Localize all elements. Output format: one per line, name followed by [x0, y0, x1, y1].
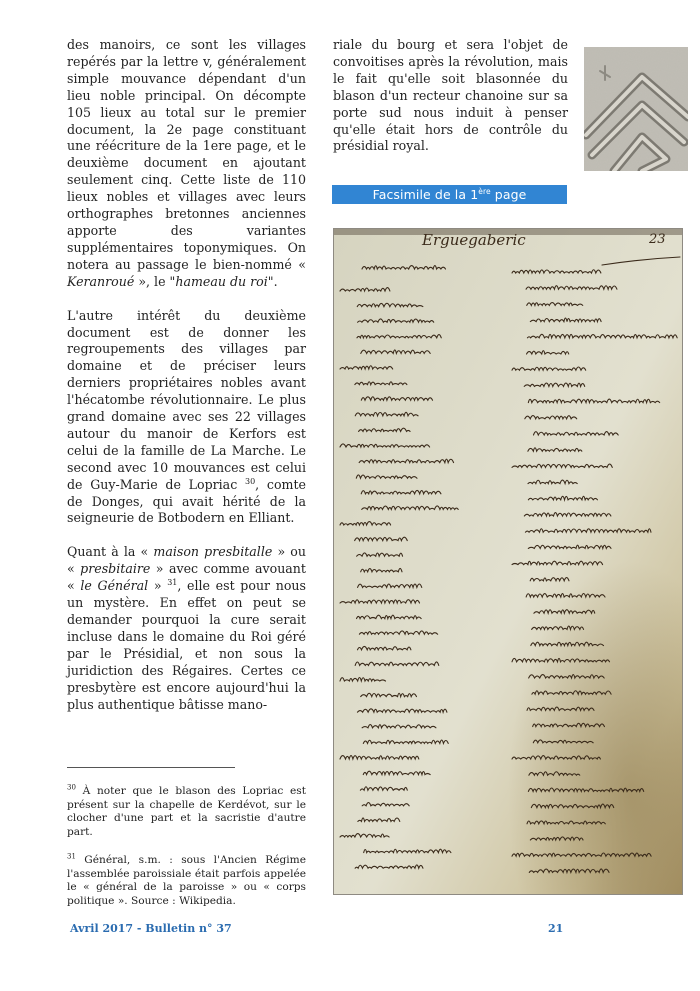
manuscript-facsimile — [333, 228, 683, 895]
footer-bulletin-label: Avril 2017 - Bulletin n° 37 — [70, 922, 232, 935]
paragraph-right-1: riale du bourg et sera l'objet de convoitises après la révolution, mais le fait qu'elle soit blasonnée du blason d'un recteur chanoine sur sa porte sud nous induit à penser qu'elle était hors de contrôle du présidial royal. — [333, 37, 568, 154]
footnote-separator — [67, 767, 235, 768]
carved-coat-of-arms-photo — [584, 47, 688, 171]
paragraph-3: Quant à la « maison presbitalle » ou « presbitaire » avec comme avouant « le Général » $^{31}$, elle est pour nous un mystère. En effet on peut se demander pourquoi la cure serait incluse dans le domaine du Roi géré par le Présidial, et non sous la juridiction des Régaires. Certes ce presbytère est encore aujourd'hui la plus authentique bâtisse mano- — [67, 544, 307, 712]
footnote-ref-31[interactable]: 31 — [167, 578, 178, 587]
footnote-31: $^{31}$ Général, s.m. : sous l'Ancien Régime l'assemblée paroissiale était parfois appelée le « général de la paroisse » ou « corps politique ». Source : Wikipedia. — [67, 852, 306, 907]
footnote-30: $^{30}$ À noter que le blason des Lopriac est présent sur la chapelle de Kerdévot, sur le clocher d'une part et la sacristie d'autre part. — [67, 783, 306, 838]
manuscript-page-number: 23 — [649, 232, 666, 247]
page-number: 21 — [548, 922, 564, 935]
footnote-ref-30[interactable]: 30 — [244, 476, 256, 486]
manuscript-heading: Erguegaberic — [422, 231, 526, 249]
paragraph-2: L'autre intérêt du deuxième document est de donner les regroupements des villages par domaine et de préciser leurs derniers propriétaires nobles avant l'hécatombe révolutionnaire. Le plus grand domaine avec ses 22 villages autour du manoir de Kerfors est celui de la famille de La Marche. Le second avec 10 mouvances est celui de Guy-Marie de Lopriac $^{30}$, comte de Donges, qui avait hérité de la seigneurie de Botbodern en Elliant. — [67, 307, 306, 526]
figure-caption-banner: Facsimile de la 1ère page — [332, 185, 567, 204]
manuscript-image — [334, 229, 682, 894]
coat-of-arms-image — [584, 47, 688, 171]
left-column — [67, 37, 306, 713]
paragraph-1: des manoirs, ce sont les villages repérés par la lettre v, généralement simple mouvance dépendant d'un lieu noble principal. On décompte 105 lieux au total sur le premier document, la 2e page constituant une réécriture de la 1ere page, et le deuxième document en ajoutant seulement cinq. Cette liste de 110 lieux nobles et villages avec leurs orthographes bretonnes anciennes apporte des variantes supplémentaires toponymiques. On notera au passage le bien-nommé « Keranroué », le "hameau du roi". — [67, 37, 306, 289]
right-column — [333, 37, 568, 155]
